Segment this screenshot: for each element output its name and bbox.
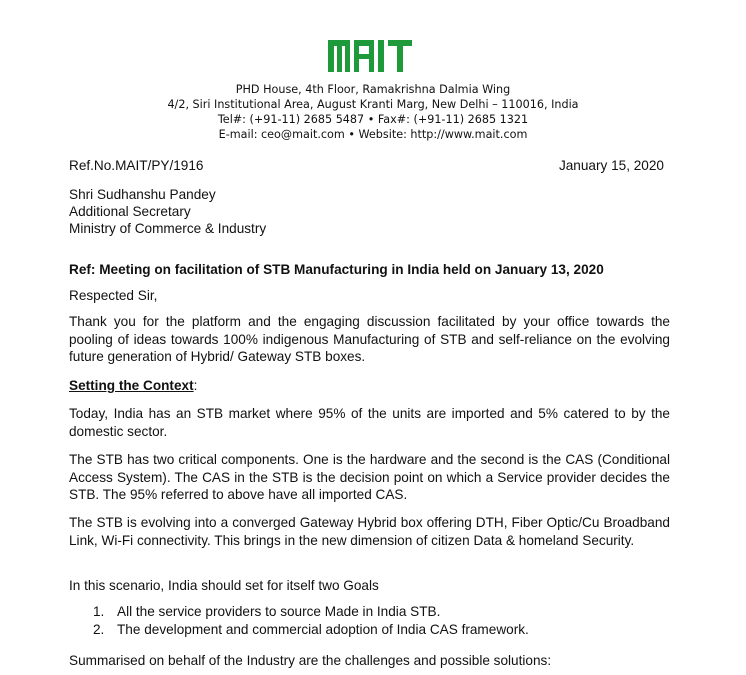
recipient-title: Additional Secretary [69,204,191,219]
letter-date: January 15, 2020 [558,158,664,173]
goal-number-2: 2. [93,622,105,637]
recipient-name: Shri Sudhanshu Pandey [69,187,216,202]
address-line-4: E-mail: ceo@mait.com • Website: http://www.mait.com [218,128,528,141]
address-line-1: PHD House, 4th Floor, Ramakrishna Dalmia Wing [235,83,511,96]
section-heading-text: Setting the Context [69,378,194,393]
salutation: Respected Sir, [69,288,158,303]
goal-text-1: All the service providers to source Made in India STB. [117,604,441,619]
reference-number: Ref.No.MAIT/PY/1916 [69,158,204,173]
context-paragraph-2: The STB has two critical components. One is the hardware and the second is the CAS (Conditional Access System). The CAS in the STB is the decision point on which a Service provider decides the STB. The 95% referred to above have all imported CAS. [69,452,670,502]
goal-number-1: 1. [93,604,105,619]
intro-paragraph: Thank you for the platform and the engaging discussion facilitated by your office towards the pooling of ideas towards 100% indigenous Manufacturing of STB and self-reliance on the evolving future generation of Hybrid/ Gateway STB boxes. [69,314,670,364]
section-heading [69,377,197,394]
recipient-org: Ministry of Commerce & Industry [69,221,267,236]
address-line-3: Tel#: (+91-11) 2685 5487 • Fax#: (+91-11) 2685 1321 [217,113,529,126]
context-paragraph-1: Today, India has an STB market where 95% of the units are imported and 5% catered to by the domestic sector. [69,406,670,439]
context-paragraph-3: The STB is evolving into a converged Gateway Hybrid box offering DTH, Fiber Optic/Cu Broadband Link, Wi-Fi connectivity. This brings in the new dimension of citizen Data & homeland Security. [69,515,670,548]
goal-text-2: The development and commercial adoption of India CAS framework. [117,622,529,637]
closing-line: Summarised on behalf of the Industry are the challenges and possible solutions: [69,653,552,668]
mait-logo [328,36,412,76]
subject-line: Ref: Meeting on facilitation of STB Manufacturing in India held on January 13, 2020 [69,262,604,277]
address-line-2: 4/2, Siri Institutional Area, August Kranti Marg, New Delhi – 110016, India [167,98,579,111]
section-heading-colon: : [193,378,198,393]
goals-intro: In this scenario, India should set for itself two Goals [69,578,379,593]
